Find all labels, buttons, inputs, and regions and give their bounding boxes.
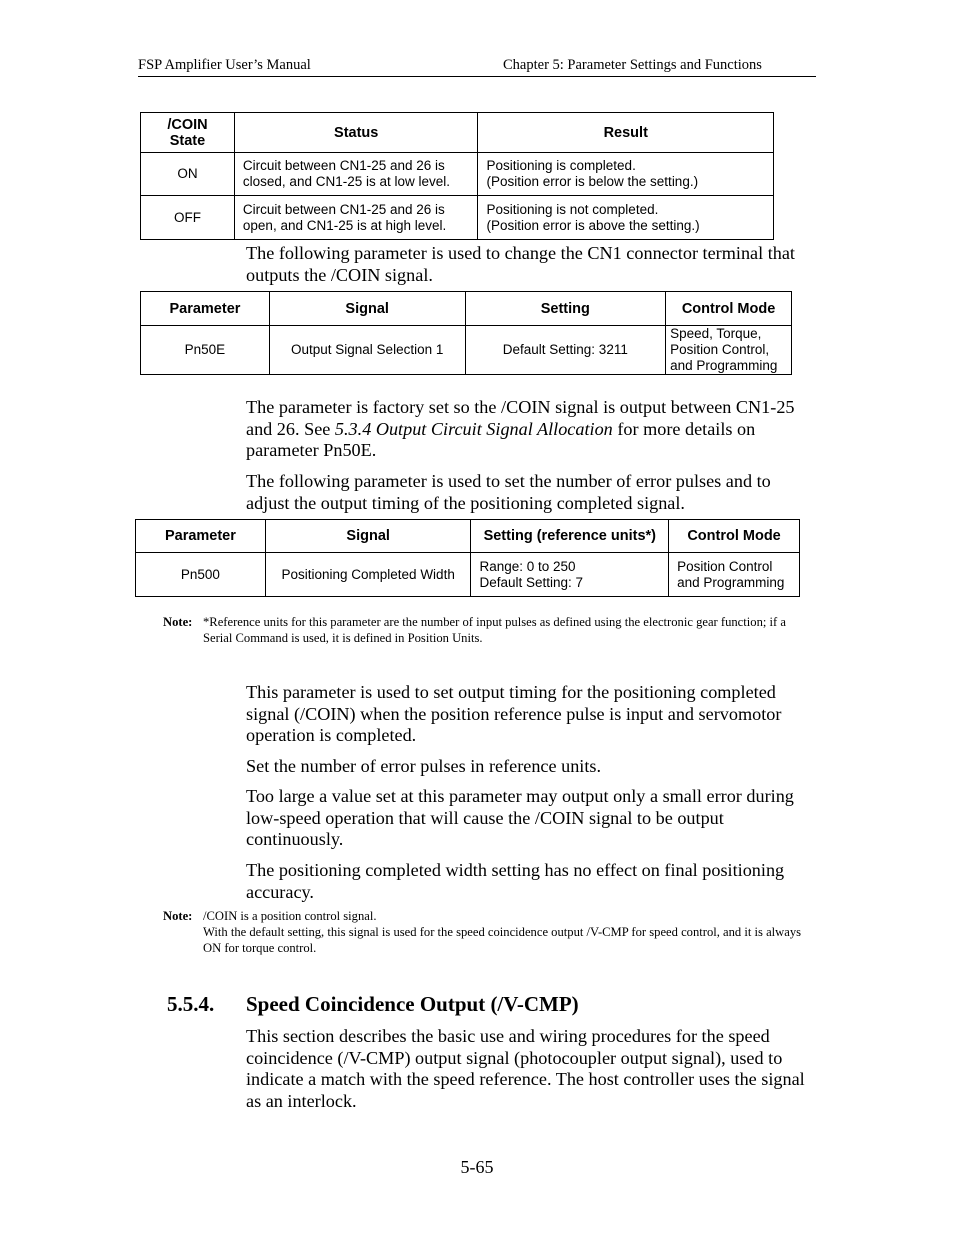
mode-line: Position Control <box>677 558 773 574</box>
table-cell <box>666 326 792 375</box>
header-cell: Setting <box>465 292 666 326</box>
result-line: Positioning is not completed. <box>486 201 659 217</box>
table-cell: Pn50E <box>141 326 270 375</box>
header-cell: Signal <box>269 292 465 326</box>
text-run: The parameter is factory set so the /COIN signal is output between CN1-25 and 26. See <box>246 397 795 439</box>
table-header-row <box>136 520 800 553</box>
section-title: Speed Coincidence Output (/V-CMP) <box>246 992 579 1016</box>
note-label: Note: <box>163 615 193 629</box>
table-row <box>141 326 792 375</box>
note-text: /COIN is a position control signal. <box>203 909 377 923</box>
header-cell: Parameter <box>141 292 270 326</box>
table-cell <box>478 153 774 196</box>
paragraph: The following parameter is used to set the number of error pulses and to adjust the output timing of the positioning completed signal. <box>246 471 771 513</box>
paragraph <box>246 397 816 462</box>
table-cell <box>478 196 774 240</box>
note-text: *Reference units for this parameter are the number of input pulses as defined using the electronic gear function; if a Serial Command is used, it is defined in Position Units. <box>203 615 786 645</box>
result-line: (Position error is below the setting.) <box>486 174 699 189</box>
page-number: 5-65 <box>460 1157 494 1177</box>
table-cell: Output Signal Selection 1 <box>269 326 465 375</box>
mode-line: and Programming <box>677 574 785 590</box>
note-label: Note: <box>163 909 193 923</box>
header-manual-title: FSP Amplifier User’s Manual <box>138 57 311 73</box>
paragraph: This parameter is used to set output timing for the positioning completed signal (/COIN) when the position reference pulse is input and servomotor operation is completed. <box>246 682 782 746</box>
paragraph: The positioning completed width setting has no effect on final positioning accuracy. <box>246 860 785 902</box>
parameter-table-pn500 <box>135 519 800 597</box>
table-cell: Circuit between CN1-25 and 26 is closed, and CN1-25 is at low level. <box>234 153 478 196</box>
section-number: 5.5.4. <box>167 992 215 1016</box>
setting-line: Default Setting: 7 <box>479 574 584 590</box>
note-coin-signal <box>163 908 813 956</box>
table-row <box>141 153 774 196</box>
note-text: With the default setting, this signal is used for the speed coincidence output /V-CMP for speed control, and it is always ON for torque control. <box>203 925 802 955</box>
table-cell <box>471 553 669 597</box>
table-cell: Default Setting: 3211 <box>465 326 666 375</box>
table-cell: Positioning Completed Width <box>265 553 471 597</box>
header-cell: Signal <box>265 520 471 553</box>
header-chapter-title: Chapter 5: Parameter Settings and Functions <box>503 57 762 73</box>
result-line: Positioning is completed. <box>486 158 636 173</box>
setting-line: Range: 0 to 250 <box>479 558 576 574</box>
note-reference-units <box>163 614 813 646</box>
mode-line: Position Control, <box>670 342 770 357</box>
paragraph: Too large a value set at this parameter may output only a small error during low-speed operation that will cause the /COIN signal to be output continuously. <box>246 786 794 850</box>
header-cell: Result <box>478 113 774 153</box>
table-cell: Pn500 <box>136 553 266 597</box>
table-cell <box>669 553 800 597</box>
table-header-row <box>141 113 774 153</box>
table-cell: Circuit between CN1-25 and 26 is open, and CN1-25 is at high level. <box>234 196 478 240</box>
header-cell: Setting (reference units*) <box>471 520 669 553</box>
section-reference: 5.3.4 Output Circuit Signal Allocation <box>334 418 613 439</box>
header-cell: Control Mode <box>669 520 800 553</box>
header-cell: /COIN State <box>141 113 235 153</box>
paragraph: The following parameter is used to change the CN1 connector terminal that outputs the /COIN signal. <box>246 243 795 285</box>
parameter-table-pn50e <box>140 291 792 375</box>
coin-state-table <box>140 112 774 240</box>
text-run: for more details on parameter Pn50E. <box>246 418 756 461</box>
result-line: (Position error is above the setting.) <box>486 217 700 233</box>
header-cell: Status <box>234 113 478 153</box>
table-row <box>136 553 800 597</box>
mode-line: and Programming <box>670 358 778 373</box>
section-body: This section describes the basic use and wiring procedures for the speed coincidence (/V-CMP) output signal (photocoupler output signal), used to indicate a match with the speed reference. The host controller uses the signal as an interlock. <box>246 1026 805 1111</box>
table-cell: ON <box>141 153 235 196</box>
table-row <box>141 196 774 240</box>
mode-line: Speed, Torque, <box>670 326 762 341</box>
table-cell: OFF <box>141 196 235 240</box>
header-cell: Control Mode <box>666 292 792 326</box>
table-header-row <box>141 292 792 326</box>
paragraph: Set the number of error pulses in reference units. <box>246 756 602 776</box>
header-divider <box>138 76 816 77</box>
header-cell: Parameter <box>136 520 266 553</box>
